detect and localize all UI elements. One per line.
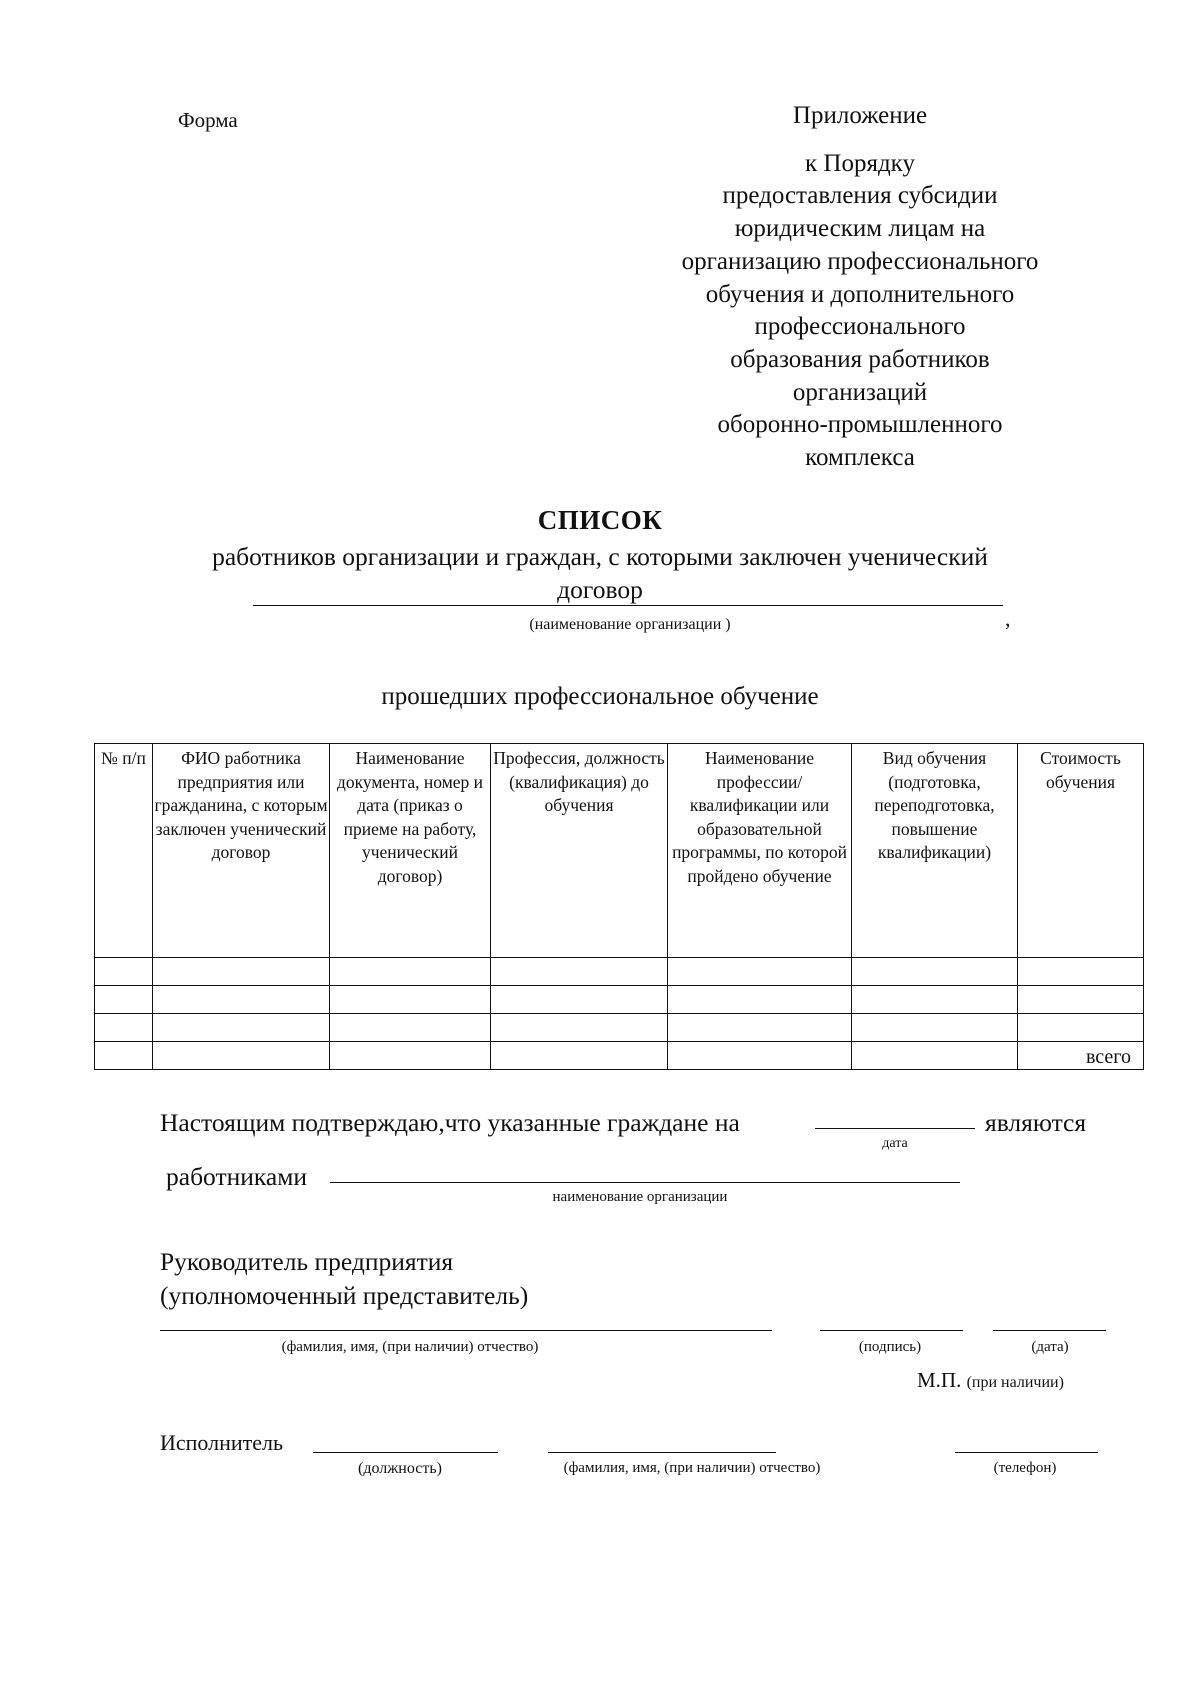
table-cell[interactable] — [668, 958, 852, 986]
table-cell[interactable] — [330, 958, 491, 986]
document-title: СПИСОК — [537, 505, 663, 535]
org-name-caption: (наименование организации ) — [529, 616, 731, 633]
confirmation-text: Настоящим подтверждаю,что указанные граждане на — [160, 1108, 740, 1137]
table-cell[interactable] — [95, 1014, 153, 1042]
head-fio-caption: (фамилия, имя, (при наличии) отчество) — [281, 1339, 539, 1355]
table-cell[interactable] — [491, 1014, 668, 1042]
table-cell[interactable] — [1018, 958, 1144, 986]
col-header-training-type: Вид обучения (подготовка, переподготовка, повышение квалификации) — [852, 744, 1018, 958]
executor-phone-line[interactable] — [955, 1452, 1098, 1453]
subtitle-line: работников организации и граждан, с которыми заключен ученический — [212, 542, 988, 571]
table-total-row — [95, 1042, 1144, 1070]
appendix-line: предоставления субсидии — [722, 182, 998, 210]
appendix-line: юридическим лицам на — [734, 215, 986, 243]
col-header-cost: Стоимость обучения — [1018, 744, 1144, 958]
confirmation-org-caption: наименование организации — [552, 1189, 728, 1205]
table-cell[interactable] — [95, 986, 153, 1014]
executor-position-caption: (должность) — [358, 1460, 442, 1477]
table-row — [95, 986, 1144, 1014]
table-cell[interactable] — [668, 1014, 852, 1042]
table-cell[interactable] — [1018, 986, 1144, 1014]
appendix-line: оборонно-промышленного — [717, 411, 1003, 439]
appendix-line: обучения и дополнительного — [705, 280, 1015, 308]
org-line-comma: , — [1005, 606, 1011, 631]
subtitle-line: договор — [557, 575, 643, 604]
stamp-note: (при наличии) — [966, 1374, 1064, 1391]
col-header-profession-before: Профессия, должность (квалификация) до обучения — [491, 744, 668, 958]
workers-text: работниками — [166, 1162, 307, 1191]
confirmation-date-caption: дата — [882, 1136, 908, 1151]
table-cell[interactable] — [153, 986, 330, 1014]
table-cell[interactable] — [330, 1014, 491, 1042]
appendix-line: комплекса — [805, 444, 915, 472]
are-text: являются — [985, 1108, 1087, 1137]
appendix-line: образования работников — [730, 345, 990, 373]
table-cell[interactable] — [491, 958, 668, 986]
appendix-block — [600, 100, 1120, 475]
passed-training-text: прошедших профессиональное обучение — [381, 683, 819, 710]
table-cell[interactable] — [95, 1042, 153, 1070]
stamp-label — [917, 1368, 1064, 1393]
appendix-title: Приложение — [792, 102, 928, 129]
table-row — [95, 1014, 1144, 1042]
executor-phone-caption: (телефон) — [993, 1460, 1057, 1476]
table-cell[interactable] — [330, 986, 491, 1014]
appendix-line: организаций — [792, 378, 928, 406]
total-cell: всего — [1018, 1042, 1144, 1070]
table-cell[interactable] — [95, 958, 153, 986]
table-cell[interactable] — [852, 1014, 1018, 1042]
table-cell[interactable] — [1018, 1014, 1144, 1042]
table-cell[interactable] — [153, 958, 330, 986]
head-signature-caption: (подпись) — [858, 1339, 922, 1355]
table-cell[interactable] — [153, 1042, 330, 1070]
executor-fio-caption: (фамилия, имя, (при наличии) отчество) — [563, 1460, 821, 1476]
table-cell[interactable] — [668, 986, 852, 1014]
head-fio-line[interactable] — [160, 1330, 772, 1331]
col-header-program: Наименование профессии/ квалификации или образовательной программы, по которой пройдено обучение — [668, 744, 852, 958]
table-cell[interactable] — [153, 1014, 330, 1042]
org-name-line[interactable] — [253, 605, 1003, 606]
appendix-line: организацию профессионального — [681, 247, 1039, 275]
table-cell[interactable] — [852, 986, 1018, 1014]
table-row — [95, 958, 1144, 986]
table-cell[interactable] — [491, 986, 668, 1014]
col-header-fio: ФИО работника предприятия или гражданина, с которым заключен ученический договор — [153, 744, 330, 958]
head-signature-line[interactable] — [820, 1330, 963, 1331]
head-title-line1: Руководитель предприятия — [160, 1247, 454, 1276]
executor-fio-line[interactable] — [548, 1452, 776, 1453]
table-header-row — [95, 744, 1144, 958]
head-date-line[interactable] — [993, 1330, 1106, 1331]
executor-position-line[interactable] — [313, 1452, 498, 1453]
document-subtitle — [120, 540, 1080, 606]
confirmation-date-line[interactable] — [815, 1128, 975, 1129]
table-cell[interactable] — [852, 958, 1018, 986]
head-date-caption: (дата) — [1031, 1339, 1069, 1355]
col-header-number: № п/п — [95, 744, 153, 958]
table-cell[interactable] — [668, 1042, 852, 1070]
confirmation-org-line[interactable] — [330, 1182, 960, 1183]
table-cell[interactable] — [491, 1042, 668, 1070]
executor-label: Исполнитель — [160, 1430, 284, 1455]
appendix-line: профессионального — [754, 313, 966, 341]
col-header-document: Наименование документа, номер и дата (приказ о приеме на работу, ученический договор) — [330, 744, 491, 958]
stamp-label-text: М.П. — [917, 1368, 962, 1392]
form-label: Форма — [178, 108, 238, 132]
table-cell[interactable] — [852, 1042, 1018, 1070]
head-title-line2: (уполномоченный представитель) — [160, 1281, 529, 1310]
employee-table — [94, 743, 1144, 1070]
table-cell[interactable] — [330, 1042, 491, 1070]
appendix-line: к Порядку — [805, 149, 915, 177]
